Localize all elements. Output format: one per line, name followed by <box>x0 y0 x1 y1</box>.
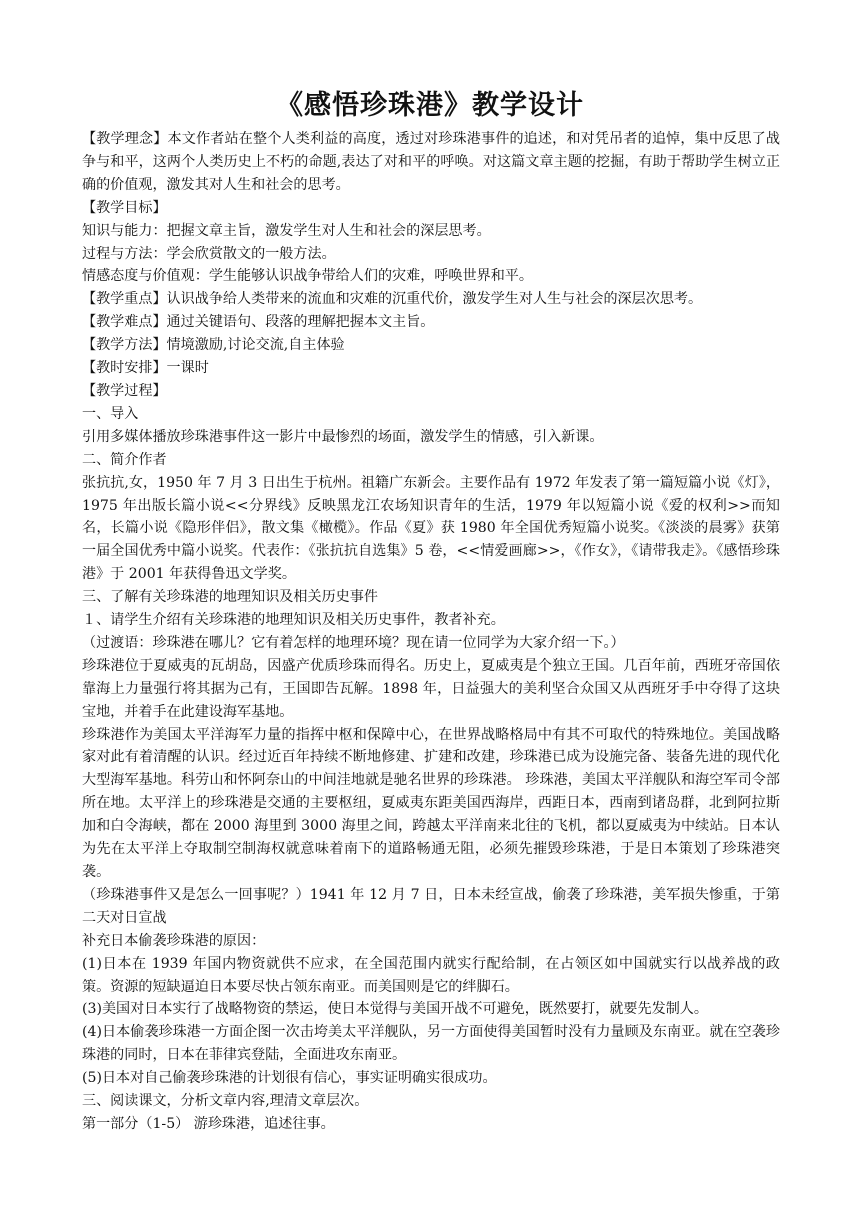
paragraph-class-schedule: 【教时安排】一课时 <box>82 360 209 377</box>
section-heading-author: 二、简介作者 <box>82 451 167 468</box>
paragraph-reason-3: (3)美国对日本实行了战略物资的禁运，使日本觉得与美国开战不可避免，既然要打，就要先发制人。 <box>82 1001 708 1018</box>
paragraph-process-method: 过程与方法：学会欣赏散文的一般方法。 <box>82 245 336 262</box>
section-heading-geography: 三、了解有关珍珠港的地理知识及相关历史事件 <box>82 589 378 606</box>
document-body <box>82 128 780 1136</box>
paragraph-teaching-difficulty: 【教学难点】通过关键语句、段落的理解把握本文主旨。 <box>82 314 435 331</box>
paragraph-emotion-values: 情感态度与价值观：学生能够认识战争带给人们的灾难，呼唤世界和平。 <box>82 268 533 285</box>
paragraph-teaching-methods: 【教学方法】情境激励,讨论交流,自主体验 <box>82 337 345 354</box>
section-heading-reading: 三、阅读课文，分析文章内容,理清文章层次。 <box>82 1093 369 1110</box>
heading-teaching-process: 【教学过程】 <box>82 382 167 399</box>
paragraph-reason-1: (1)日本在 1939 年国内物资就供不应求，在全国范围内就实行配给制，在占领区如中国就实行以战养战的政策。资源的短缺逼迫日本要尽快占领东南亚。而美国则是它的绊脚石。 <box>82 955 780 995</box>
paragraph-reasons-heading: 补充日本偷袭珍珠港的原因： <box>82 932 266 949</box>
paragraph-reason-4: (4)日本偷袭珍珠港一方面企图一次击垮美太平洋舰队，另一方面使得美国暂时没有力量顾及东南亚。就在空袭珍珠港的同时，日本在菲律宾登陆，全面进攻东南亚。 <box>82 1024 780 1064</box>
paragraph-pearl-harbor-strategy: 珍珠港作为美国太平洋海军力量的指挥中枢和保障中心，在世界战略格局中有其不可取代的特殊地位。美国战略家对此有着清醒的认识。经过近百年持续不断地修建、扩建和改建，珍珠港已成为设施完备、装备先进的现代化大型海军基地。科劳山和怀阿奈山的中间洼地就是驰名世界的珍珠港。 珍珠港，美国太平洋舰队和海空军司令部所在地。太平洋上的珍珠港是交通的主要枢纽，夏威夷东距美国西海岸，西距日本，西南到诸岛群，北到阿拉斯加和白令海峡，都在 2000 海里到 3000 海里之间，跨越太平洋南来北往的飞机，都以夏威夷为中续站。日本认为先在太平洋上夺取制空制海权就意味着南下的道路畅通无阻，必须先摧毁珍珠港，于是日本策划了珍珠港突袭。 <box>82 726 780 880</box>
paragraph-knowledge-ability: 知识与能力：把握文章主旨，激发学生对人生和社会的深层思考。 <box>82 222 491 239</box>
paragraph-pearl-harbor-location: 珍珠港位于夏威夷的瓦胡岛，因盛产优质珍珠而得名。历史上，夏威夷是个独立王国。几百年前，西班牙帝国依靠海上力量强行将其据为己有，王国即告瓦解。1898 年，日益强大的美利坚合众国又从西班牙手中夺得了这块宝地，并着手在此建设海军基地。 <box>82 657 780 720</box>
heading-teaching-goals: 【教学目标】 <box>82 199 167 216</box>
section-heading-intro: 一、导入 <box>82 405 139 422</box>
paragraph-reason-5: (5)日本对自己偷袭珍珠港的计划很有信心，事实证明确实很成功。 <box>82 1070 497 1087</box>
paragraph-author-bio: 张抗抗,女，1950 年 7 月 3 日出生于杭州。祖籍广东新会。主要作品有 1972 年发表了第一篇短篇小说《灯》，1975 年出版长篇小说<<分界线》反映黑龙江农场知识青年的生活，1979 年以短篇小说《爱的权利>>而知名，长篇小说《隐形伴侣》，散文集《橄榄》。作品《夏》获 1980 年全国优秀短篇小说奖。《淡淡的晨雾》获第一届全国优秀中篇小说奖。代表作：《张抗抗自选集》5 卷，<<情爱画廊>>，《作女》，《请带我走》。《感悟珍珠港》于 2001 年获得鲁迅文学奖。 <box>82 474 780 583</box>
paragraph-intro: 引用多媒体播放珍珠港事件这一影片中最惨烈的场面，激发学生的情感，引入新课。 <box>82 428 604 445</box>
document-title: 《感悟珍珠港》教学设计 <box>276 90 584 121</box>
paragraph-pearl-harbor-event: （珍珠港事件又是怎么一回事呢？）1941 年 12 月 7 日，日本未经宣战，偷袭了珍珠港，美军损失惨重，于第二天对日宣战 <box>82 886 780 926</box>
paragraph-task-1: １、请学生介绍有关珍珠港的地理知识及相关历史事件，教者补充。 <box>82 612 505 629</box>
paragraph-part-one: 第一部分（1-5） 游珍珠港，追述往事。 <box>82 1115 335 1132</box>
paragraph-teaching-philosophy: 【教学理念】本文作者站在整个人类利益的高度，透过对珍珠港事件的追述，和对凭吊者的追悼，集中反思了战争与和平，这两个人类历史上不朽的命题,表达了对和平的呼唤。对这篇文章主题的挖掘，有助于帮助学生树立正确的价值观，激发其对人生和社会的思考。 <box>82 131 780 193</box>
paragraph-teaching-focus: 【教学重点】认识战争给人类带来的流血和灾难的沉重代价，激发学生对人生与社会的深层次思考。 <box>82 291 703 308</box>
paragraph-transition: （过渡语：珍珠港在哪儿？它有着怎样的地理环境？现在请一位同学为大家介绍一下。） <box>82 634 625 651</box>
